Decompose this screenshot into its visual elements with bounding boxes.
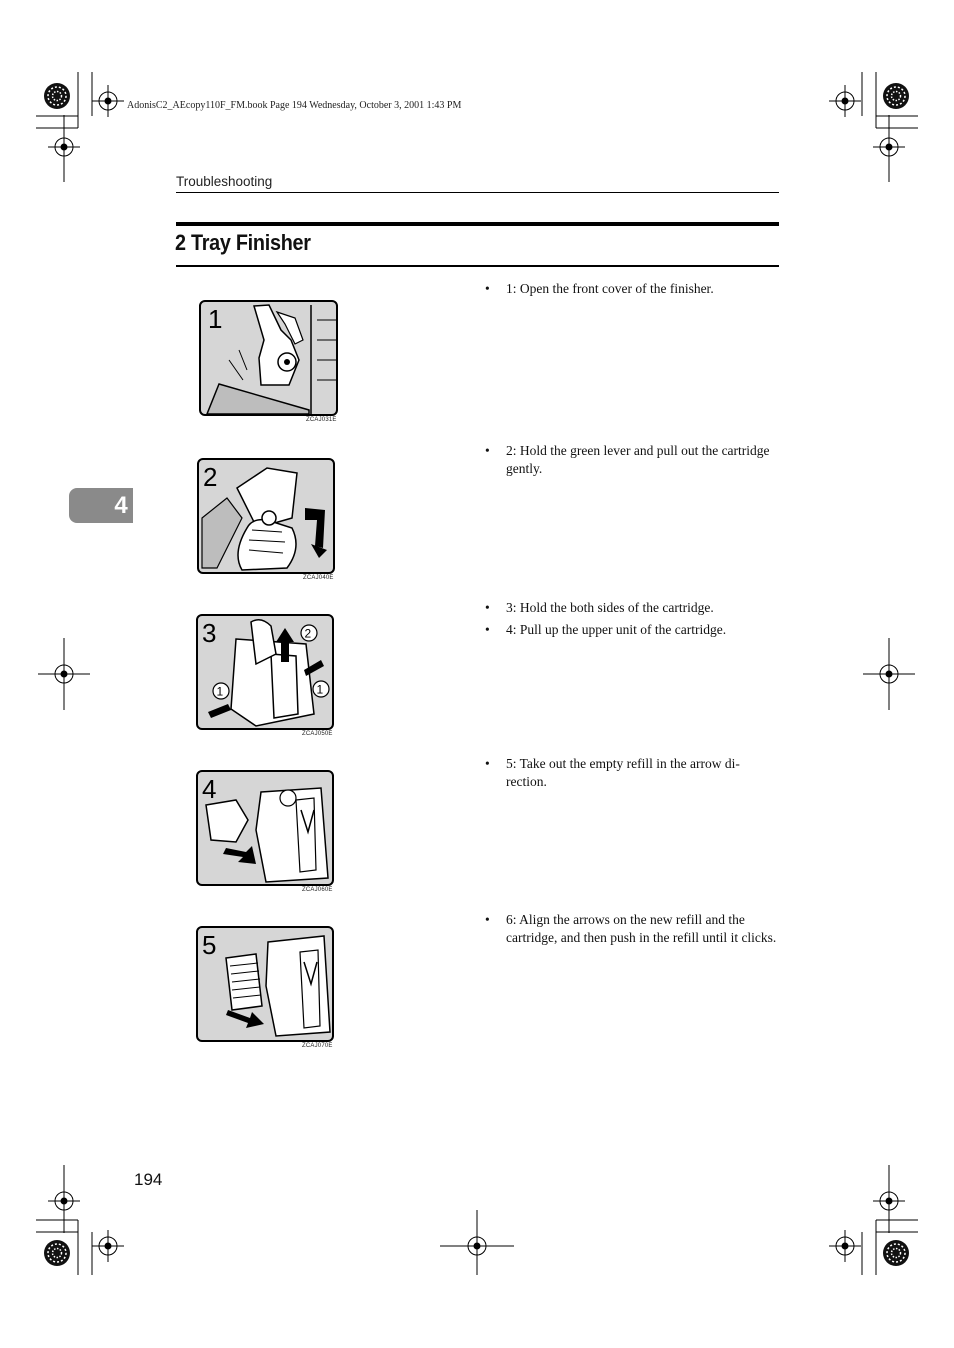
- instruction: 1: Open the front cover of the finisher.: [506, 281, 714, 296]
- figure-1-number: 1: [208, 304, 223, 334]
- chapter-tab: [69, 488, 133, 523]
- figure-code-2: ZCAJ040E: [303, 575, 334, 581]
- title-rule-bottom: [176, 265, 779, 267]
- figure-2-illustration: [197, 458, 337, 576]
- title-rule-top: [176, 222, 779, 226]
- bullet: •: [485, 756, 490, 771]
- step-text-1: [485, 280, 780, 298]
- figure-code-3: ZCAJ050E: [302, 731, 333, 737]
- step-figure-5: [196, 926, 336, 1049]
- callout-2: 2: [304, 626, 312, 641]
- figure-code-1: ZCAJ031E: [306, 417, 337, 423]
- bullet: •: [485, 443, 490, 458]
- figure-4-number: 4: [202, 774, 217, 804]
- figure-4-illustration: [196, 770, 336, 888]
- instruction: 3: Hold the both sides of the cartridge.: [506, 600, 714, 615]
- figure-3-illustration: [196, 614, 336, 732]
- figure-2-number: 2: [203, 462, 218, 492]
- step-figure-2: [197, 458, 337, 581]
- section-header: Troubleshooting: [176, 174, 273, 189]
- figure-3-number: 3: [202, 618, 217, 648]
- figure-1-illustration: [199, 300, 339, 418]
- header-rule: [176, 192, 779, 193]
- page-number: 194: [134, 1170, 163, 1189]
- bullet: •: [485, 600, 490, 615]
- figure-code-5: ZCAJ070E: [302, 1043, 333, 1049]
- file-info: AdonisC2_AEcopy110F_FM.book Page 194 Wednesday, October 3, 2001 1:43 PM: [127, 100, 462, 111]
- bullet: •: [485, 281, 490, 296]
- chapter-number: 4: [114, 491, 128, 519]
- step-text-3: [485, 599, 780, 639]
- figure-5-number: 5: [202, 930, 217, 960]
- step-figure-1: [199, 300, 339, 423]
- instruction: 4: Pull up the upper unit of the cartridge.: [506, 622, 727, 637]
- instruction: 2: Hold the green lever and pull out the cartridge gently.: [506, 443, 770, 476]
- bullet: •: [485, 912, 490, 927]
- step-figure-4: [196, 770, 336, 893]
- callout-1-left: 1: [216, 684, 224, 699]
- figure-code-4: ZCAJ060E: [302, 887, 333, 893]
- callout-1-right: 1: [316, 682, 324, 697]
- page-title: 2 Tray Finisher: [175, 230, 311, 255]
- instruction: 6: Align the arrows on the new refill and the cartridge, and then push in the refill until it clicks.: [506, 912, 777, 945]
- instruction: 5: Take out the empty refill in the arrow di-rection.: [506, 756, 740, 789]
- step-figure-3: [196, 614, 336, 737]
- bullet: •: [485, 622, 490, 637]
- step-text-2: [485, 442, 780, 478]
- step-text-5: [485, 911, 780, 947]
- figure-5-illustration: [196, 926, 336, 1044]
- step-text-4: [485, 755, 780, 791]
